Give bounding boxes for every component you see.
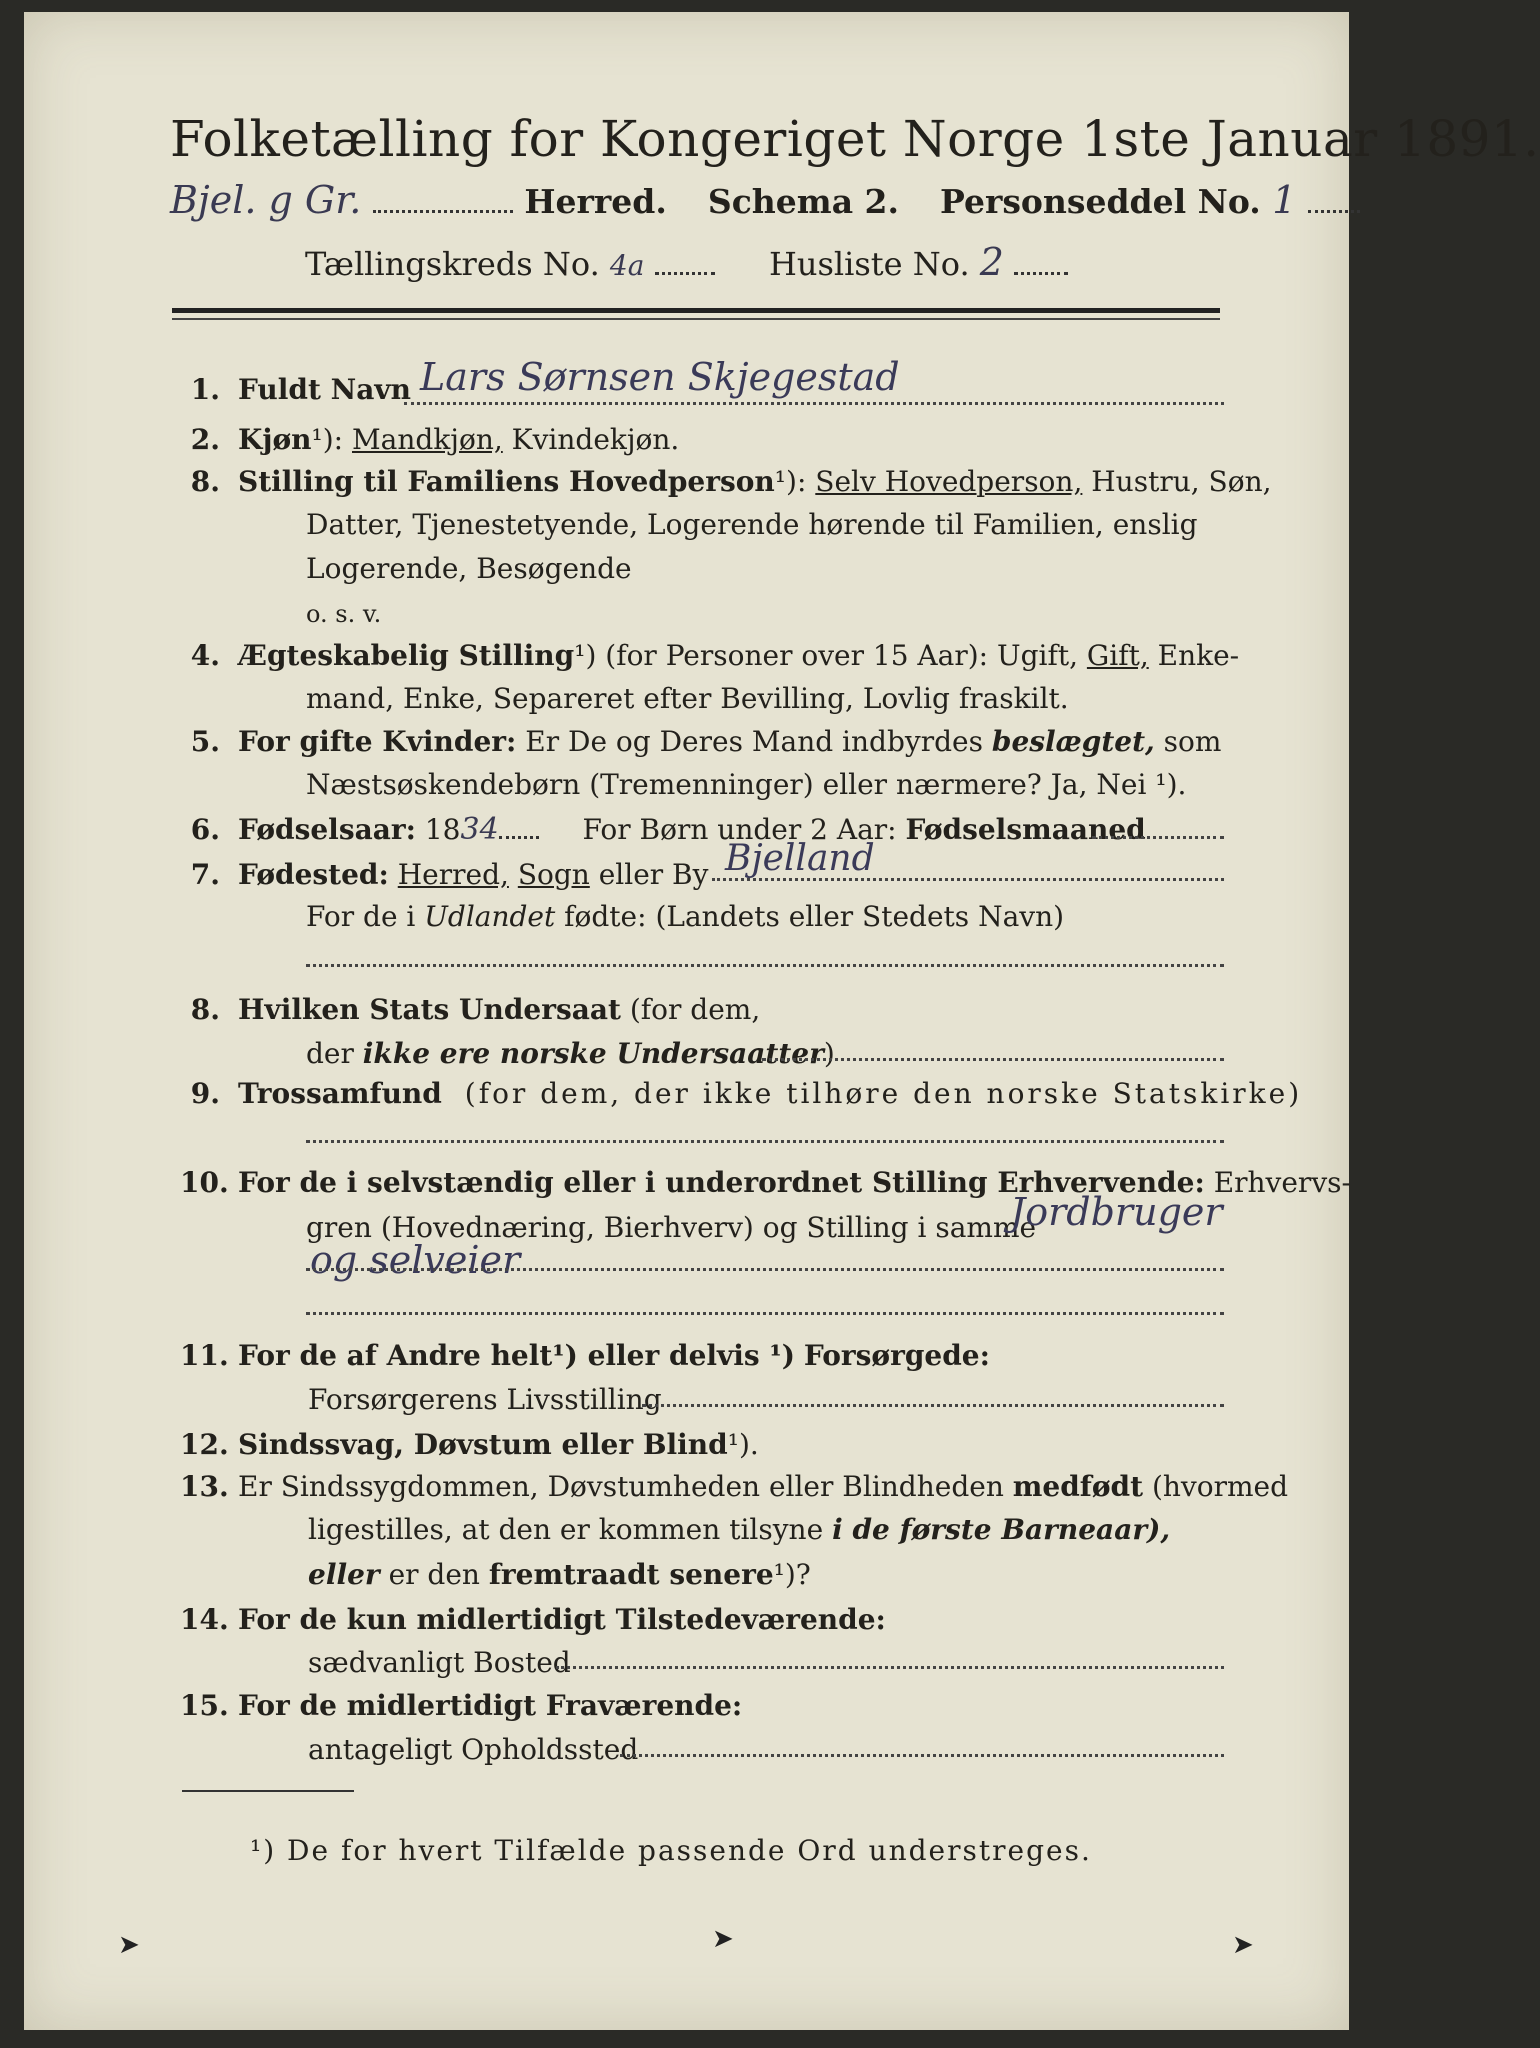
item-1-label: Fuldt Navn — [238, 373, 412, 406]
herred-value: Bjel. g Gr. — [170, 178, 362, 222]
personseddel-dots — [1308, 200, 1360, 213]
item-number: 1. — [190, 373, 220, 406]
item-number: 11. — [180, 1339, 229, 1372]
kreds-label: Tællingskreds No. — [305, 245, 600, 283]
item-9-label: Trossamfund — [238, 1077, 442, 1110]
item-number: 8. — [190, 993, 220, 1026]
item-11-line2: Forsørgerens Livsstilling — [308, 1383, 662, 1416]
item-number: 9. — [190, 1077, 220, 1110]
item-number: 6. — [190, 813, 220, 846]
item-13-senere: fremtraadt senere — [488, 1558, 774, 1591]
item-2-label: Kjøn — [238, 423, 312, 456]
year-prefix: 18 — [424, 813, 461, 846]
item-4-text: (for Personer over 15 Aar): Ugift, — [605, 639, 1078, 672]
item-6-dotline — [1092, 834, 1224, 839]
item-7-dotline2 — [306, 962, 1224, 967]
item-7-label: Fødested: — [238, 858, 389, 891]
header-rule-thin — [172, 318, 1220, 320]
item-10-text: Erhvervs- — [1213, 1166, 1351, 1199]
birth-year-value: 34 — [460, 812, 499, 847]
arrow-mark-icon: ➤ — [118, 1930, 140, 1960]
footnote-ref: ¹): — [774, 465, 807, 498]
item-3-label: Stilling til Familiens Hovedperson — [238, 465, 775, 498]
item-number: 5. — [190, 725, 220, 758]
item-13-line2-text: ligestilles, at den er kommen tilsyne — [308, 1513, 824, 1546]
birthplace-value: Bjelland — [725, 838, 875, 879]
item-11-label2: Forsørgede: — [803, 1339, 990, 1372]
form-title: Folketælling for Kongeriget Norge 1ste Januar 1891. — [170, 110, 1540, 168]
item-13-line2 — [308, 1510, 1170, 1550]
item-13-emphasis: i de første Barneaar), — [832, 1513, 1171, 1546]
herred-label: Herred. — [524, 182, 667, 221]
option-herred: Herred, — [397, 858, 509, 891]
item-4-text-end: Enke- — [1157, 639, 1240, 672]
occupation-value-2: og selveier — [310, 1238, 521, 1282]
item-10-line2: gren (Hovednæring, Bierhverv) og Stilling i samme — [306, 1211, 1037, 1244]
item-10-dotline2 — [306, 1310, 1224, 1315]
item-8-dotline — [762, 1056, 1224, 1061]
option-gift: Gift, — [1086, 639, 1149, 672]
personseddel-label: Personseddel No. — [940, 182, 1261, 221]
item-7-line2-text: For de i — [306, 900, 416, 933]
item-15-dotline — [620, 1752, 1224, 1757]
item-11-dotline — [642, 1402, 1224, 1407]
arrow-mark-icon: ➤ — [712, 1924, 734, 1954]
footnote-ref: ¹)? — [773, 1558, 811, 1591]
item-number: 2. — [190, 423, 220, 456]
item-5-line2: Næstsøskendebørn (Tremenninger) eller nærmere? Ja, Nei ¹). — [306, 768, 1187, 801]
item-14-dotline — [556, 1664, 1224, 1669]
arrow-mark-icon: ➤ — [1232, 1930, 1254, 1960]
husliste-dots — [1014, 262, 1068, 275]
item-4-line2: mand, Enke, Separeret efter Bevilling, Lovlig fraskilt. — [306, 682, 1069, 715]
item-10-dotline — [306, 1266, 1224, 1271]
footnote-ref: ¹). — [727, 1428, 759, 1461]
item-number: 10. — [180, 1166, 229, 1199]
item-14-label: For de kun midlertidigt Tilstedeværende: — [238, 1603, 886, 1636]
item-10-label: For de i selvstændig eller i underordnet Stilling Erhvervende: — [238, 1166, 1205, 1199]
item-number: 7. — [190, 858, 220, 891]
item-7-text: eller By — [598, 858, 709, 891]
occupation-value-1: Jordbruger — [1010, 1190, 1223, 1234]
personseddel-value: 1 — [1272, 178, 1297, 222]
item-9-text: (for dem, der ikke tilhøre den norske Statskirke) — [464, 1077, 1303, 1110]
footnote: ¹) De for hvert Tilfælde passende Ord understreges. — [250, 1834, 1092, 1867]
item-number: 4. — [190, 639, 220, 672]
item-number: 8. — [190, 465, 220, 498]
item-number: 15. — [180, 1689, 229, 1722]
item-13-eller: eller — [308, 1558, 380, 1591]
birth-year-dots — [499, 826, 539, 839]
footnote-ref: ¹): — [311, 423, 344, 456]
item-1-dotline — [404, 400, 1224, 405]
item-14-line2: sædvanligt Bosted — [308, 1646, 571, 1679]
item-13-text-end: (hvormed — [1151, 1470, 1288, 1503]
item-8-paren: ) — [823, 1037, 835, 1070]
item-8-emphasis: ikke ere norske Undersaatter — [362, 1037, 824, 1070]
item-3-line4: o. s. v. — [306, 600, 382, 628]
item-13-label: medfødt — [1012, 1470, 1144, 1503]
kreds-dots — [655, 262, 715, 275]
item-6-text: For Børn under 2 Aar: — [582, 813, 897, 846]
schema-label: Schema 2. — [707, 182, 900, 221]
husliste-label: Husliste No. — [768, 245, 970, 283]
item-12-label: Sindssvag, Døvstum eller Blind — [238, 1428, 728, 1461]
option-mandkjon: Mandkjøn, — [352, 423, 503, 456]
header-kreds-line — [305, 240, 1068, 284]
footnote-ref: ¹) — [574, 639, 597, 672]
item-9-dotline — [306, 1138, 1224, 1143]
item-7-line2 — [306, 897, 1064, 937]
item-8-line2-text: der — [306, 1037, 354, 1070]
item-7-dotline — [712, 876, 1224, 881]
item-7-udlandet: Udlandet — [424, 900, 556, 933]
item-3-options: Hustru, Søn, — [1091, 465, 1272, 498]
item-13-line3-text: er den — [388, 1558, 480, 1591]
item-8-line2 — [306, 1034, 835, 1074]
item-13-text: Er Sindssygdommen, Døvstumheden eller Blindheden — [238, 1470, 1004, 1503]
item-3-line3: Logerende, Besøgende — [306, 552, 632, 585]
footnote-rule — [182, 1790, 354, 1792]
item-11-label: For de af Andre helt — [238, 1339, 553, 1372]
item-6-label: Fødselsaar: — [238, 813, 416, 846]
option-sogn: Sogn — [517, 858, 590, 891]
item-5-text-end: som — [1163, 725, 1222, 758]
item-6-label2: Fødselsmaaned — [905, 813, 1146, 846]
item-15-line2: antageligt Opholdssted — [308, 1733, 639, 1766]
item-11-mid: ¹) eller delvis ¹) — [552, 1339, 795, 1372]
item-3-line2: Datter, Tjenestetyende, Logerende hørende til Familien, enslig — [306, 508, 1198, 541]
item-number: 14. — [180, 1603, 229, 1636]
item-5-text: Er De og Deres Mand indbyrdes — [525, 725, 983, 758]
option-selv-hovedperson: Selv Hovedperson, — [815, 465, 1083, 498]
item-8-label: Hvilken Stats Undersaat — [238, 993, 621, 1026]
item-5-emphasis: beslægtet, — [991, 725, 1155, 758]
item-number: 13. — [180, 1470, 229, 1503]
header-rule-thick — [172, 308, 1220, 313]
option-kvindekjon: Kvindekjøn. — [511, 423, 680, 456]
item-8-text: (for dem, — [629, 993, 761, 1026]
item-7-line2-text-end: fødte: (Landets eller Stedets Navn) — [564, 900, 1065, 933]
item-number: 12. — [180, 1428, 229, 1461]
item-5-label: For gifte Kvinder: — [238, 725, 517, 758]
item-15-label: For de midlertidigt Fraværende: — [238, 1689, 743, 1722]
item-13-line3 — [308, 1555, 811, 1595]
item-4-label: Ægteskabelig Stilling — [238, 639, 575, 672]
header-herred-line — [170, 178, 1360, 222]
kreds-value: 4a — [609, 249, 645, 282]
item-1-name-value: Lars Sørnsen Skjegestad — [420, 355, 900, 399]
herred-dots — [373, 200, 513, 213]
husliste-value: 2 — [979, 240, 1004, 284]
